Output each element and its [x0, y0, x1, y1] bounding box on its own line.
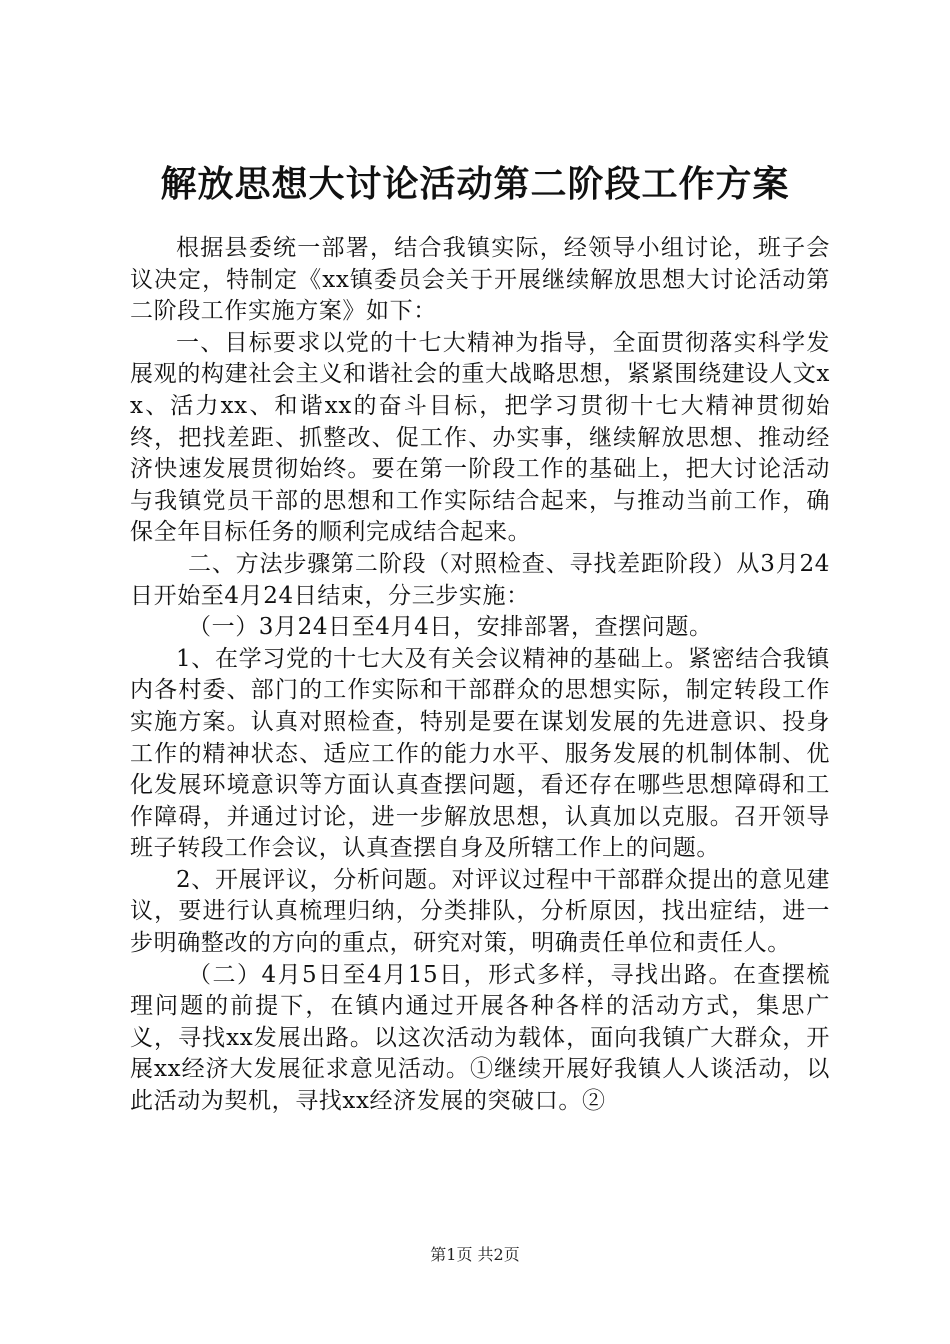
methods-paragraph: 二、方法步骤第二阶段（对照检查、寻找差距阶段）从3月24日开始至4月24日结束，分三步实施： — [130, 550, 830, 609]
intro-paragraph: 根据县委统一部署，结合我镇实际，经领导小组讨论，班子会议决定，特制定《xx镇委员会关于开展继续解放思想大讨论活动第二阶段工作实施方案》如下： — [130, 235, 830, 325]
page-number-footer: 第1页 共2页 — [430, 1245, 520, 1264]
document-body — [130, 233, 830, 1118]
step-one-heading: （一）3月24日至4月4日，安排部署，查摆问题。 — [188, 614, 713, 641]
step-two-paragraph: （二）4月5日至4月15日，形式多样，寻找出路。在查摆梳理问题的前提下，在镇内通过开展各种各样的活动方式，集思广义，寻找xx发展出路。以这次活动为载体，面向我镇广大群众，开展xx经济大发展征求意见活动。①继续开展好我镇人人谈活动，以此活动为契机，寻找xx经济发展的突破口。② — [130, 961, 830, 1115]
goals-paragraph: 一、目标要求以党的十七大精神为指导，全面贯彻落实科学发展观的构建社会主义和谐社会的重大战略思想，紧紧围绕建设人文xx、活力xx、和谐xx的奋斗目标，把学习贯彻十七大精神贯彻始终，把找差距、抓整改、促工作、办实事，继续解放思想、推动经济快速发展贯彻始终。要在第一阶段工作的基础上，把大讨论活动与我镇党员干部的思想和工作实际结合起来，与推动当前工作，确保全年目标任务的顺利完成结合起来。 — [130, 329, 830, 546]
document-title: 解放思想大讨论活动第二阶段工作方案 — [160, 163, 790, 205]
step-one-item-1: 1、在学习党的十七大及有关会议精神的基础上。紧密结合我镇内各村委、部门的工作实际和干部群众的思想实际，制定转段工作实施方案。认真对照检查，特别是要在谋划发展的先进意识、投身工作的精神状态、适应工作的能力水平、服务发展的机制体制、优化发展环境意识等方面认真查摆问题，看还存在哪些思想障碍和工作障碍，并通过讨论，进一步解放思想，认真加以克服。召开领导班子转段工作会议，认真查摆自身及所辖工作上的问题。 — [130, 645, 830, 862]
step-one-item-2: 2、开展评议，分析问题。对评议过程中干部群众提出的意见建议，要进行认真梳理归纳，分类排队，分析原因，找出症结，进一步明确整改的方向的重点，研究对策，明确责任单位和责任人。 — [130, 866, 830, 957]
